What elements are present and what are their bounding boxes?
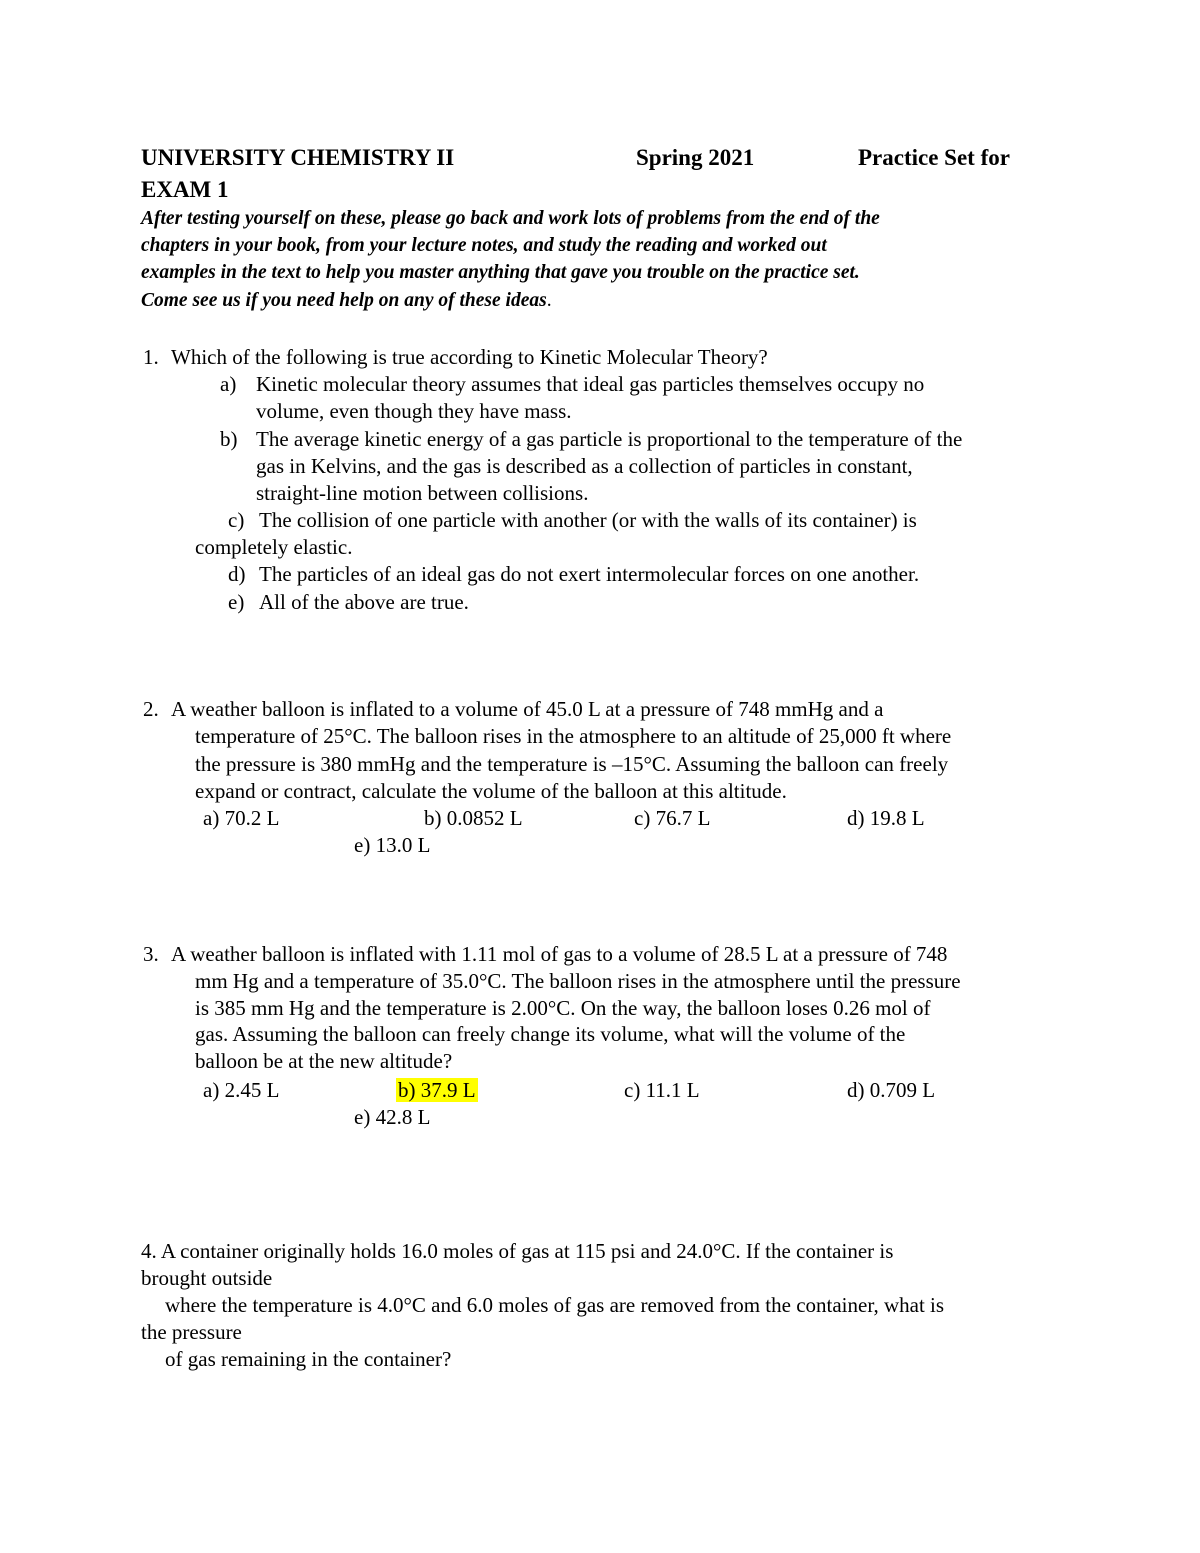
q2-text: expand or contract, calculate the volume of the balloon at this altitude. [195,779,787,803]
q4-text: of gas remaining in the container? [165,1347,452,1371]
q1-number: 1. [143,345,159,369]
q1-a-text: volume, even though they have mass. [256,399,572,423]
q2-choice-e: e) 13.0 L [354,833,431,857]
q3-text: mm Hg and a temperature of 35.0°C. The balloon rises in the atmosphere until the pressure [195,969,961,993]
q1-d-text: The particles of an ideal gas do not exert intermolecular forces on one another. [259,562,920,586]
q2-number: 2. [143,697,159,721]
q4-text: the pressure [141,1320,242,1344]
q1-c-label: c) [228,508,245,532]
q2-choice-a: a) 70.2 L [203,806,280,830]
q2-text: the pressure is 380 mmHg and the temperature is –15°C. Assuming the balloon can freely [195,752,949,776]
q2-choice-d: d) 19.8 L [847,806,925,830]
q4-text: brought outside [141,1266,273,1290]
q3-text: gas. Assuming the balloon can freely change its volume, what will the volume of the [195,1022,906,1046]
term-label: Spring 2021 [636,145,755,170]
course-title: UNIVERSITY CHEMISTRY II [141,145,455,170]
intro-line: Come see us if you need help on any of these ideas. [141,290,552,311]
exam-label: EXAM 1 [141,177,229,202]
q1-c-text: The collision of one particle with another (or with the walls of its container) is [259,508,917,532]
intro-line: After testing yourself on these, please go back and work lots of problems from the end of the [141,208,880,229]
q1-d-label: d) [228,562,246,586]
q1-c-text: completely elastic. [195,535,353,559]
q1-b-text: gas in Kelvins, and the gas is described as a collection of particles in constant, [256,454,913,478]
intro-line: examples in the text to help you master anything that gave you trouble on the practice set. [141,262,860,283]
q2-choice-b: b) 0.0852 L [424,806,523,830]
q2-text: temperature of 25°C. The balloon rises in the atmosphere to an altitude of 25,000 ft where [195,724,952,748]
q3-choice-d: d) 0.709 L [847,1078,936,1102]
q1-a-text: Kinetic molecular theory assumes that ideal gas particles themselves occupy no [256,372,925,396]
answer-highlight: b) 37.9 L [398,1078,476,1102]
q1-a-label: a) [220,372,237,396]
q1-stem: Which of the following is true according to Kinetic Molecular Theory? [171,345,768,369]
q2-choice-c: c) 76.7 L [634,806,711,830]
q3-text: balloon be at the new altitude? [195,1049,453,1073]
q4-text: 4. A container originally holds 16.0 moles of gas at 115 psi and 24.0°C. If the container is [141,1239,894,1263]
q3-text: A weather balloon is inflated with 1.11 mol of gas to a volume of 28.5 L at a pressure of 748 [171,942,948,966]
practice-set-label: Practice Set for [858,145,1010,170]
q1-b-text: straight-line motion between collisions. [256,481,589,505]
q4-text: where the temperature is 4.0°C and 6.0 moles of gas are removed from the container, what is [165,1293,945,1317]
q3-choice-c: c) 11.1 L [624,1078,700,1102]
q3-number: 3. [143,942,159,966]
q1-e-label: e) [228,590,245,614]
q3-choice-a: a) 2.45 L [203,1078,280,1102]
q3-choice-e: e) 42.8 L [354,1105,431,1129]
q2-text: A weather balloon is inflated to a volume of 45.0 L at a pressure of 748 mmHg and a [171,697,884,721]
q3-text: is 385 mm Hg and the temperature is 2.00°C. On the way, the balloon loses 0.26 mol of [195,996,931,1020]
intro-line: chapters in your book, from your lecture notes, and study the reading and worked out [141,235,827,256]
q1-e-text: All of the above are true. [259,590,469,614]
q1-b-label: b) [220,427,238,451]
q3-choice-b-highlighted [396,1077,478,1104]
q1-b-text: The average kinetic energy of a gas particle is proportional to the temperature of the [256,427,963,451]
